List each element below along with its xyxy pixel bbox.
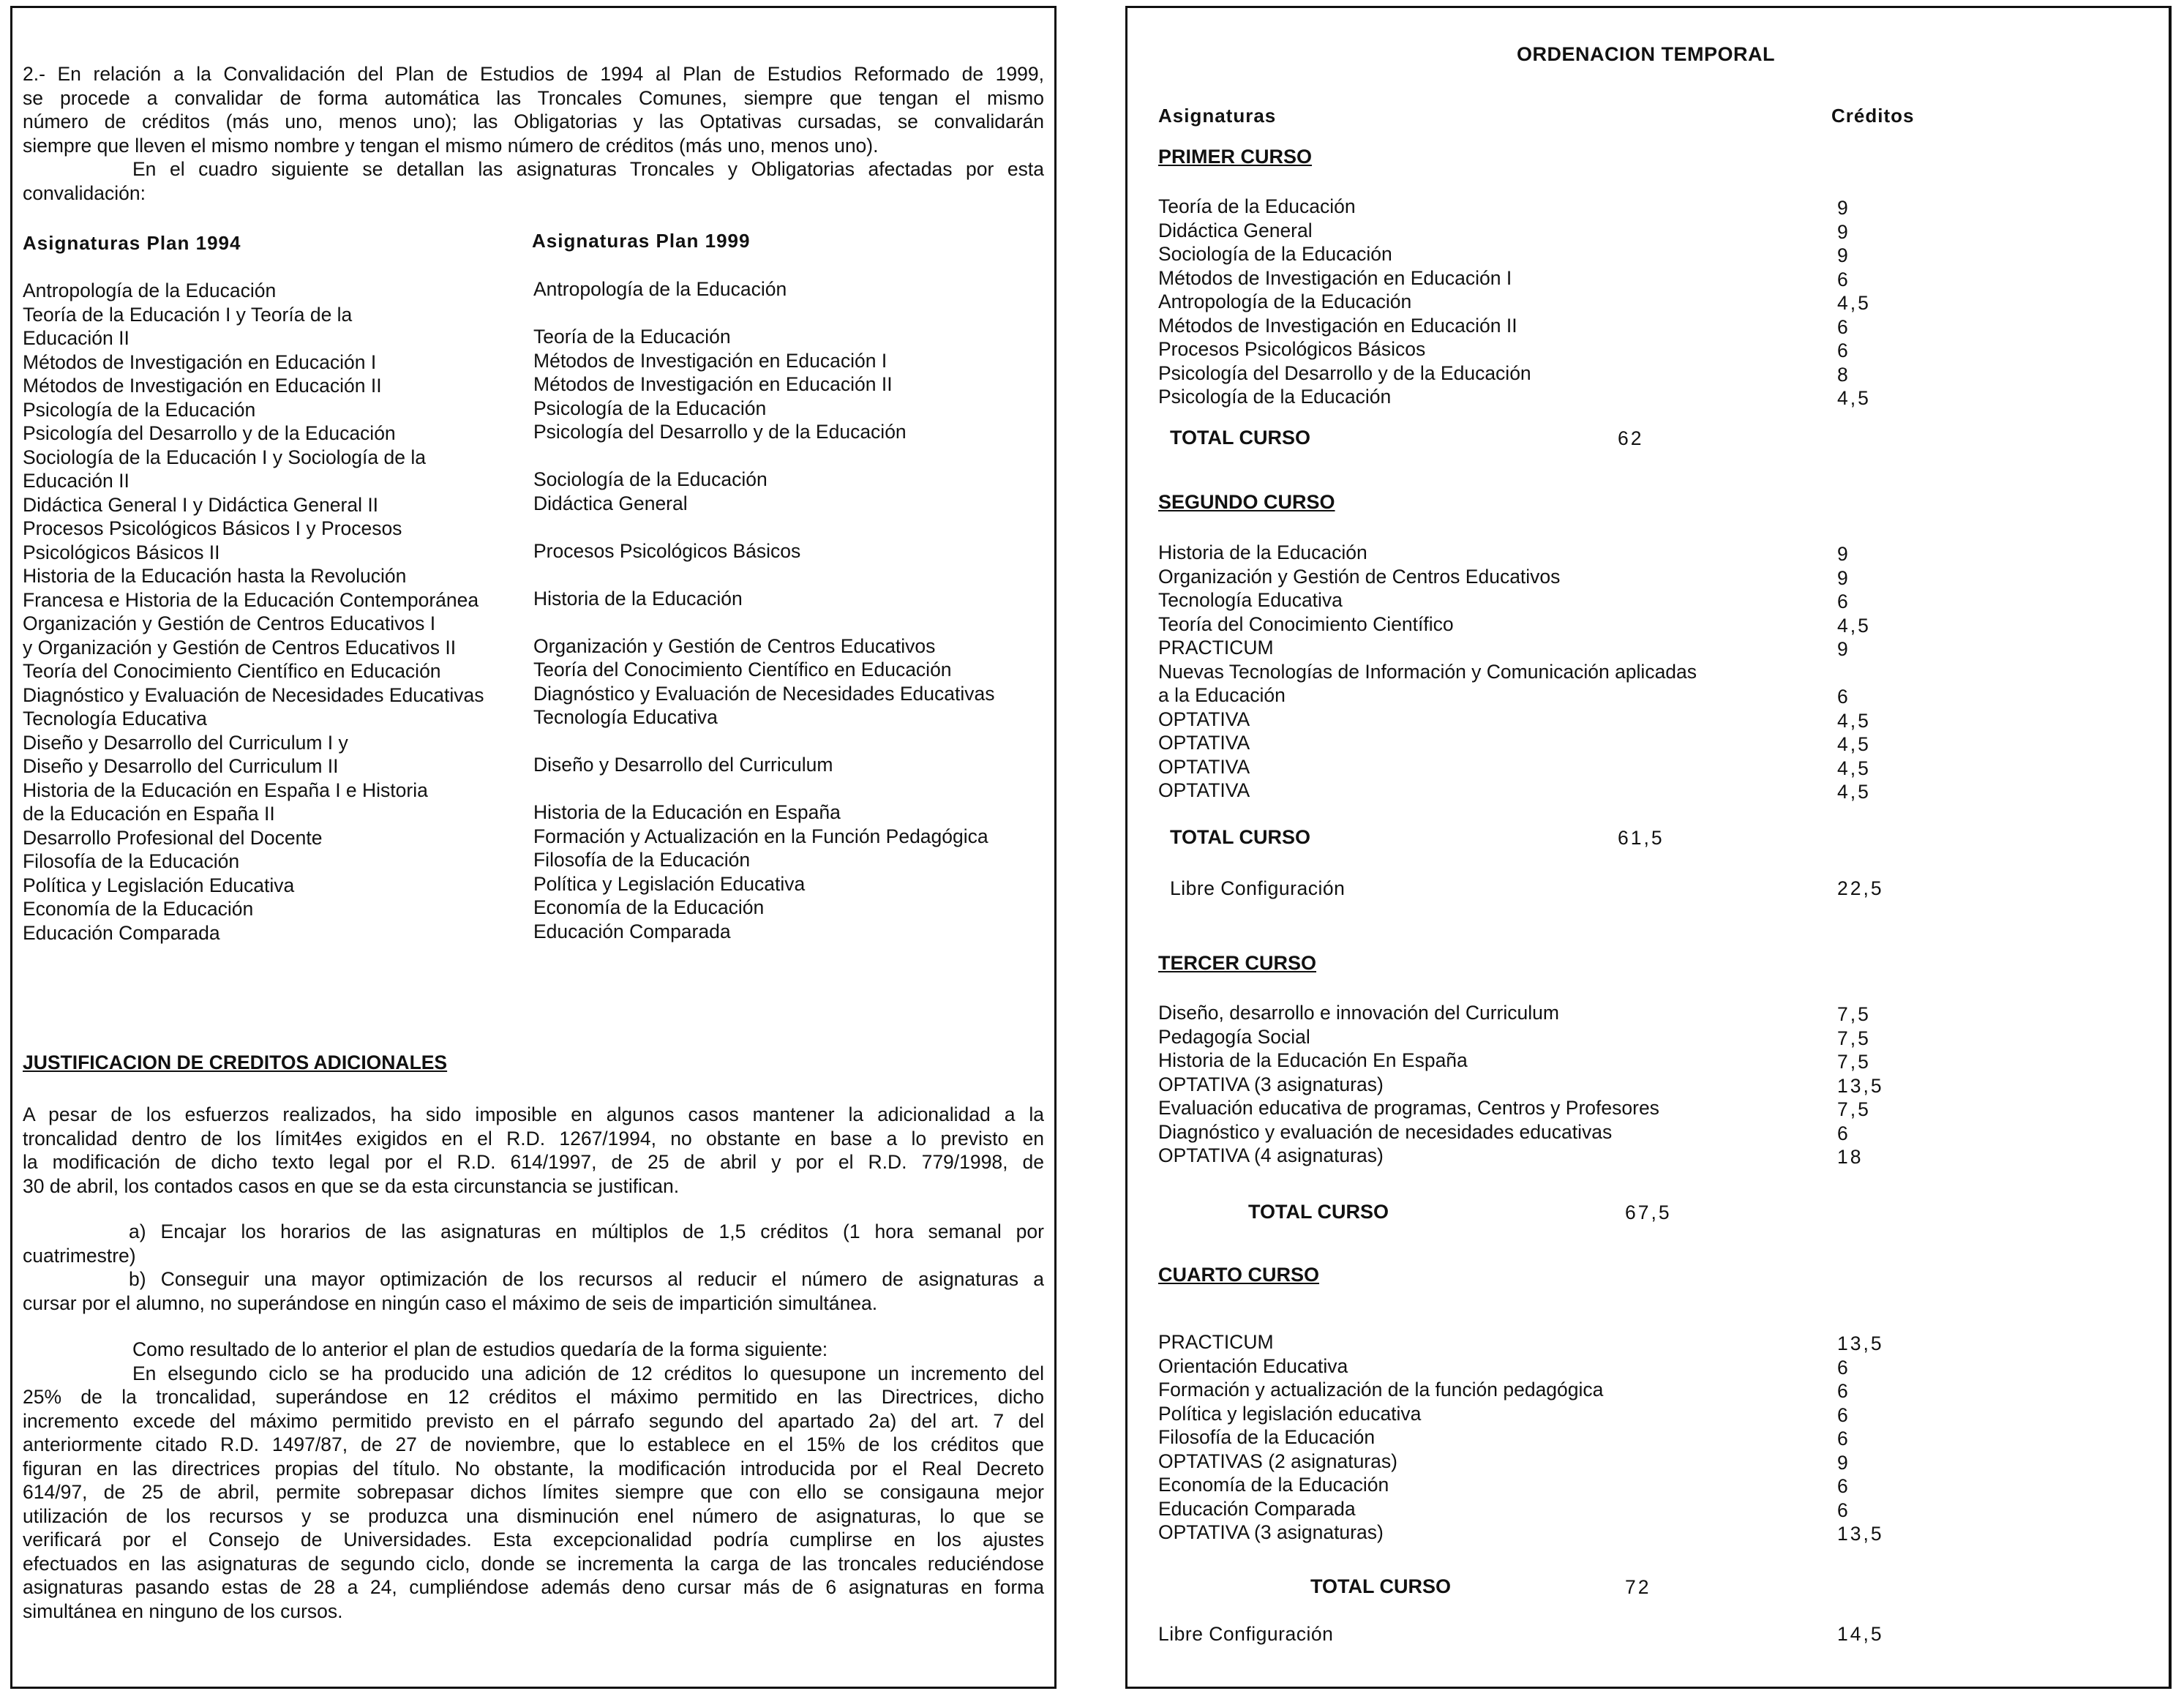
ordenacion-title: ORDENACION TEMPORAL — [1517, 43, 1775, 65]
subject-credits: 6 — [1837, 590, 1850, 612]
subject-credits: 4,5 — [1837, 757, 1871, 779]
intro-line: En el cuadro siguiente se detallan las asignaturas Troncales y Obligatorias afectadas por esta — [132, 158, 1044, 180]
plan-1999-subject: Tecnología Educativa — [533, 706, 718, 728]
plan-1994-subject: Teoría de la Educación I y Teoría de la — [23, 303, 353, 326]
subject-credits: 9 — [1837, 220, 1850, 243]
plan-1999-subject: Procesos Psicológicos Básicos — [533, 539, 801, 562]
intro-line: siempre que lleven el mismo nombre y tengan el mismo número de créditos (más uno, menos uno). — [23, 134, 879, 157]
plan-1994-subject: Tecnología Educativa — [23, 708, 207, 730]
plan-1994-subject: Diagnóstico y Evaluación de Necesidades Educativas — [23, 683, 484, 706]
course-title: SEGUNDO CURSO — [1158, 491, 1335, 513]
subject-credits: 13,5 — [1837, 1332, 1884, 1354]
result-line: anteriormente citado R.D. 1497/87, de 27 de noviembre, que lo establece en el 15% de los créditos que — [23, 1433, 1044, 1455]
plan-1999-subject: Filosofía de la Educación — [533, 849, 751, 871]
subjects-header: Asignaturas — [1158, 105, 1277, 127]
plan-1994-subject: Diseño y Desarrollo del Curriculum II — [23, 755, 339, 777]
subject-credits: 6 — [1837, 686, 1850, 708]
course-subject: Filosofía de la Educación — [1158, 1426, 1376, 1448]
course-subject: Orientación Educativa — [1158, 1354, 1348, 1377]
subject-credits: 6 — [1837, 1475, 1850, 1497]
subject-credits: 18 — [1837, 1146, 1864, 1168]
subject-credits: 9 — [1837, 638, 1850, 660]
course-subject: OPTATIVA — [1158, 708, 1250, 730]
plan-1999-subject: Diseño y Desarrollo del Curriculum — [533, 754, 833, 776]
plan-1994-subject: Desarrollo Profesional del Docente — [23, 826, 323, 849]
course-subject: Historia de la Educación En España — [1158, 1049, 1468, 1071]
course-subject: Organización y Gestión de Centros Educativos — [1158, 565, 1561, 588]
total-curso-value: 72 — [1625, 1576, 1651, 1598]
course-subject: OPTATIVAS (2 asignaturas) — [1158, 1450, 1397, 1472]
intro-line: número de créditos (más uno, menos uno); las Obligatorias y las Optativas cursadas, se convalidarán — [23, 110, 1044, 132]
justification-line: A pesar de los esfuerzos realizados, ha sido imposible en algunos casos mantener la adicionalidad a la — [23, 1103, 1044, 1125]
total-curso-label: TOTAL CURSO — [1248, 1201, 1389, 1223]
subject-credits: 9 — [1837, 197, 1850, 219]
justification-line: 30 de abril, los contados casos en que se da esta circunstancia se justifican. — [23, 1174, 680, 1197]
plan-1999-subject: Política y Legislación Educativa — [533, 872, 806, 895]
subject-credits: 7,5 — [1837, 1027, 1871, 1049]
subject-credits: 9 — [1837, 543, 1850, 565]
point-a-line: cuatrimestre) — [23, 1244, 136, 1267]
course-subject: Evaluación educativa de programas, Centros y Profesores — [1158, 1097, 1659, 1119]
justification-title: JUSTIFICACION DE CREDITOS ADICIONALES — [23, 1051, 448, 1073]
subject-credits: 7,5 — [1837, 1051, 1871, 1073]
course-title: TERCER CURSO — [1158, 952, 1317, 974]
subject-credits: 9 — [1837, 1451, 1850, 1474]
plan-1994-subject: Historia de la Educación en España I e Historia — [23, 779, 428, 801]
course-title: CUARTO CURSO — [1158, 1264, 1320, 1286]
subject-credits: 6 — [1837, 315, 1850, 338]
plan-1999-subject: Psicología del Desarrollo y de la Educación — [533, 421, 907, 443]
result-line: incremento excede del máximo permitido previsto en el párrafo segundo del apartado 2a) del art. 7 del — [23, 1409, 1044, 1432]
point-b-line: cursar por el alumno, no superándose en ningún caso el máximo de seis de impartición simultánea. — [23, 1291, 878, 1314]
course-subject: OPTATIVA (4 asignaturas) — [1158, 1144, 1384, 1166]
plan-1999-subject: Historia de la Educación — [533, 587, 743, 610]
result-paragraph — [23, 1338, 1044, 1623]
course-subject: Tecnología Educativa — [1158, 589, 1343, 611]
total-curso-value: 61,5 — [1618, 827, 1665, 849]
total-curso-value: 67,5 — [1625, 1201, 1672, 1223]
course-subject: Política y legislación educativa — [1158, 1402, 1422, 1425]
right-page — [1125, 6, 2172, 1689]
intro-line: 2.- En relación a la Convalidación del Plan de Estudios de 1994 al Plan de Estudios Reformado de 1999, — [23, 63, 1044, 85]
course-subject: Diseño, desarrollo e innovación del Curriculum — [1158, 1002, 1559, 1024]
plan-1999-subject: Diagnóstico y Evaluación de Necesidades Educativas — [533, 682, 995, 705]
plan-1994-subject: Didáctica General I y Didáctica General II — [23, 493, 379, 516]
plan-1994-subject: Educación II — [23, 327, 130, 349]
plan-1994-subject: Psicología de la Educación — [23, 398, 256, 421]
plan-1994-subject: Métodos de Investigación en Educación II — [23, 375, 382, 397]
course-subject: Teoría de la Educación — [1158, 195, 1356, 217]
subject-credits: 13,5 — [1837, 1074, 1884, 1097]
course-subject: Diagnóstico y evaluación de necesidades educativas — [1158, 1120, 1613, 1143]
libre-configuracion-value: 14,5 — [1837, 1623, 1884, 1645]
course-subject: Didáctica General — [1158, 219, 1313, 241]
plan-1999-subject: Sociología de la Educación — [533, 468, 768, 490]
subject-credits: 6 — [1837, 1380, 1850, 1402]
plan-1999-subject: Historia de la Educación en España — [533, 801, 841, 823]
libre-configuracion-label: Libre Configuración — [1158, 1623, 1334, 1645]
intro-line: se procede a convalidar de forma automática las Troncales Comunes, siempre que tengan el mismo — [23, 86, 1044, 109]
total-curso-label: TOTAL CURSO — [1170, 826, 1311, 848]
plan-1994-subject: y Organización y Gestión de Centros Educativos II — [23, 636, 457, 659]
plan-1994-subject: Procesos Psicológicos Básicos I y Procesos — [23, 517, 402, 539]
plan-1994-subject: Educación II — [23, 470, 130, 492]
plan-1994-subject: Educación Comparada — [23, 921, 220, 944]
course-subject: Procesos Psicológicos Básicos — [1158, 338, 1426, 360]
plan-1999-subject: Psicología de la Educación — [533, 397, 767, 419]
subject-credits: 4,5 — [1837, 614, 1871, 637]
result-line: verificará por el Consejo de Universidades. Esta excepcionalidad podría cumplirse en los ajustes — [23, 1529, 1044, 1551]
plan-1999-subject: Educación Comparada — [533, 920, 731, 942]
plan-1994-subject: de la Educación en España II — [23, 803, 275, 825]
subject-credits: 7,5 — [1837, 1003, 1871, 1025]
point-b-line: b) Conseguir una mayor optimización de los recursos al reducir el número de asignaturas a — [129, 1268, 1044, 1290]
subject-credits: 6 — [1837, 268, 1850, 290]
course-subject: Teoría del Conocimiento Científico — [1158, 612, 1454, 635]
result-line: 614/97, de 25 de abril, permite sobrepasar dichos límites siempre que con ello se consigauna mejor — [23, 1481, 1044, 1503]
plan-1999-subject: Métodos de Investigación en Educación II — [533, 373, 893, 395]
points-paragraph — [23, 1220, 1044, 1315]
course-subject: OPTATIVA — [1158, 732, 1250, 754]
course-subject: OPTATIVA — [1158, 779, 1250, 801]
course-subject: Formación y actualización de la función pedagógica — [1158, 1379, 1604, 1401]
subject-credits: 9 — [1837, 244, 1850, 266]
course-subject: Economía de la Educación — [1158, 1474, 1389, 1496]
course-subject: Nuevas Tecnologías de Información y Comunicación aplicadas — [1158, 660, 1697, 683]
plan-1994-subject: Psicológicos Básicos II — [23, 541, 220, 563]
plan-1994-subject: Sociología de la Educación I y Sociología de la — [23, 446, 426, 468]
subject-credits: 8 — [1837, 363, 1850, 386]
subject-credits: 4,5 — [1837, 709, 1871, 732]
course-subject: Métodos de Investigación en Educación I — [1158, 266, 1512, 289]
total-curso-value: 62 — [1618, 427, 1644, 449]
plan-1994-subject: Filosofía de la Educación — [23, 850, 240, 872]
result-line: Como resultado de lo anterior el plan de estudios quedaría de la forma siguiente: — [132, 1338, 828, 1360]
left-page — [10, 6, 1057, 1689]
subject-credits: 6 — [1837, 1356, 1850, 1379]
course-subject: OPTATIVA (3 asignaturas) — [1158, 1521, 1384, 1543]
result-line: figuran en las directrices propias del título. No obstante, la modificación introducida por el Real Decreto — [23, 1457, 1044, 1480]
intro-paragraph — [23, 62, 1044, 205]
subject-credits: 4,5 — [1837, 733, 1871, 755]
subject-credits: 4,5 — [1837, 781, 1871, 803]
subject-credits: 4,5 — [1837, 387, 1871, 409]
plan-1994-subject: Economía de la Educación — [23, 898, 254, 920]
subject-credits: 9 — [1837, 566, 1850, 589]
plan-1994-subject: Teoría del Conocimiento Científico en Educación — [23, 660, 441, 682]
plan-1994-header: Asignaturas Plan 1994 — [23, 232, 241, 254]
point-a-line: a) Encajar los horarios de las asignaturas en múltiplos de 1,5 créditos (1 hora semanal por — [129, 1221, 1044, 1242]
libre-configuracion-label: Libre Configuración — [1170, 877, 1346, 899]
result-line: En elsegundo ciclo se ha producido una adición de 12 créditos lo quesupone un incremento del — [132, 1362, 1044, 1384]
course-subject: Educación Comparada — [1158, 1497, 1356, 1520]
result-line: utilización de los recursos y se produzca una disminución enel número de asignaturas, lo que se — [23, 1504, 1044, 1527]
plan-1994-subject: Diseño y Desarrollo del Curriculum I y — [23, 731, 348, 754]
subject-credits: 6 — [1837, 1122, 1850, 1144]
plan-1999-subject: Didáctica General — [533, 492, 688, 514]
total-curso-label: TOTAL CURSO — [1310, 1575, 1452, 1597]
plan-1994-subject: Organización y Gestión de Centros Educativos I — [23, 612, 436, 634]
subject-credits: 6 — [1837, 1428, 1850, 1450]
plan-1999-subject: Economía de la Educación — [533, 896, 765, 918]
intro-line: convalidación: — [23, 181, 146, 204]
justification-paragraph — [23, 1103, 1044, 1198]
plan-1994-subject: Psicología del Desarrollo y de la Educación — [23, 422, 396, 444]
course-subject: Psicología de la Educación — [1158, 386, 1392, 408]
justification-line: troncalidad dentro de los límit4es exigidos en el R.D. 1267/1994, no obstante en base a lo previsto en — [23, 1127, 1044, 1150]
plan-1994-subject: Política y Legislación Educativa — [23, 874, 295, 896]
subject-credits: 6 — [1837, 340, 1850, 361]
course-subject: Antropología de la Educación — [1158, 290, 1412, 312]
subject-credits: 4,5 — [1837, 292, 1871, 314]
plan-1994-subject: Antropología de la Educación — [23, 280, 277, 301]
credits-header: Créditos — [1831, 105, 1915, 127]
plan-1994-subject: Francesa e Historia de la Educación Contemporánea — [23, 588, 479, 611]
course-subject: Métodos de Investigación en Educación II — [1158, 314, 1517, 337]
course-subject: PRACTICUM — [1158, 637, 1274, 659]
plan-1999-subject: Teoría del Conocimiento Científico en Educación — [533, 659, 952, 680]
subject-credits: 13,5 — [1837, 1523, 1884, 1545]
justification-line: la modificación de dicho texto legal por el R.D. 614/1997, de 25 de abril y por el R.D. 779/1998, de — [23, 1151, 1044, 1173]
course-title: PRIMER CURSO — [1158, 146, 1313, 168]
plan-1999-subject: Antropología de la Educación — [533, 278, 787, 300]
subject-credits: 6 — [1837, 1403, 1850, 1426]
course-subject: OPTATIVA (3 asignaturas) — [1158, 1073, 1384, 1095]
total-curso-label: TOTAL CURSO — [1170, 427, 1311, 449]
course-subject: Psicología del Desarrollo y de la Educación — [1158, 361, 1531, 384]
course-subject: a la Educación — [1158, 684, 1286, 706]
plan-1994-subject: Historia de la Educación hasta la Revolución — [23, 565, 407, 587]
plan-1999-subject: Métodos de Investigación en Educación I — [533, 349, 888, 372]
course-subject: Sociología de la Educación — [1158, 243, 1392, 265]
libre-configuracion-value: 22,5 — [1837, 877, 1884, 899]
result-line: asignaturas pasando estas de 28 a 24, cumpliéndose además deno cursar más de 6 asignaturas en forma — [23, 1576, 1044, 1598]
subject-credits: 7,5 — [1837, 1098, 1871, 1120]
result-line: simultánea en ninguno de los cursos. — [23, 1600, 343, 1622]
plan-1999-subject: Organización y Gestión de Centros Educativos — [533, 634, 936, 657]
plan-1999-subject: Formación y Actualización en la Función Pedagógica — [533, 825, 988, 847]
course-subject: OPTATIVA — [1158, 755, 1250, 778]
plan-1999-subject: Teoría de la Educación — [533, 326, 731, 348]
course-subject: Pedagogía Social — [1158, 1025, 1310, 1048]
course-subject: Historia de la Educación — [1158, 541, 1367, 563]
result-line: 25% de la troncalidad, superándose en 12 créditos el máximo permitido en las Directrices, dicho — [23, 1386, 1044, 1408]
plan-1999-header: Asignaturas Plan 1999 — [532, 230, 751, 252]
course-subject: PRACTICUM — [1158, 1331, 1274, 1353]
result-line: efectuados en las asignaturas de segundo ciclo, donde se incrementa la carga de las troncales reduciéndose — [23, 1552, 1044, 1575]
plan-1994-subject: Métodos de Investigación en Educación I — [23, 350, 377, 373]
subject-credits: 6 — [1837, 1499, 1850, 1521]
